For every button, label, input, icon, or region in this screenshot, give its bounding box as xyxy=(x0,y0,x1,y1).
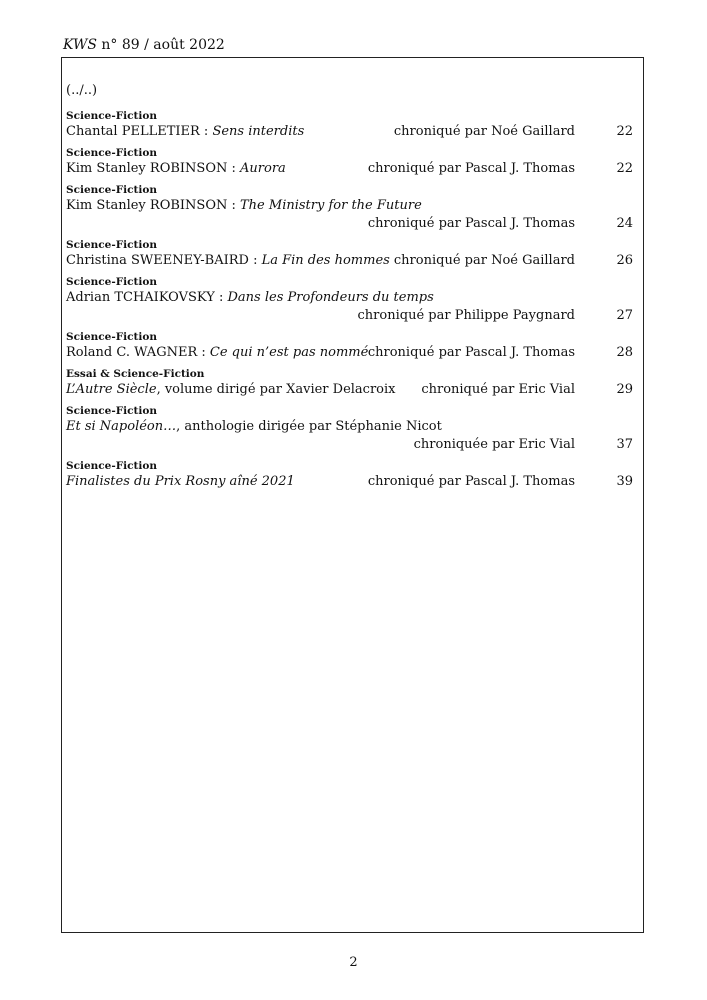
entry-title-line xyxy=(66,197,633,215)
entry-reviewer: chroniqué par Noé Gaillard xyxy=(393,253,575,268)
entry-genre: Science-Fiction xyxy=(66,184,158,196)
entry-title-block xyxy=(66,289,434,307)
entry-reviewer: chroniqué par Pascal J. Thomas xyxy=(367,216,575,231)
entry-title-line xyxy=(66,252,633,270)
entry-title-line xyxy=(66,418,633,436)
entry-author: Roland C. WAGNER : xyxy=(66,345,210,360)
toc-entry xyxy=(66,147,633,178)
entry-page: 28 xyxy=(616,345,633,360)
entry-work-title: Sens interdits xyxy=(212,124,305,139)
entry-author: Adrian TCHAIKOVSKY : xyxy=(66,290,228,305)
toc-frame xyxy=(61,57,644,933)
entry-extra: , anthologie dirigée par Stéphanie Nicot xyxy=(176,419,442,434)
entry-author: Chantal PELLETIER : xyxy=(66,124,213,139)
entry-work-title: Finalistes du Prix Rosny aîné 2021 xyxy=(66,474,295,489)
entry-author: Christina SWEENEY-BAIRD : xyxy=(66,253,262,268)
entry-reviewer-line xyxy=(66,436,633,454)
entry-reviewer: chroniqué par Pascal J. Thomas xyxy=(367,161,575,176)
toc-entry xyxy=(66,460,633,491)
entry-title-block xyxy=(66,381,395,399)
entry-title-line xyxy=(66,289,633,307)
entry-title-line xyxy=(66,344,633,362)
entry-reviewer-line xyxy=(66,307,633,325)
entry-title-block xyxy=(66,160,286,178)
entry-title-block xyxy=(66,418,442,436)
running-header xyxy=(63,37,225,53)
toc-entry xyxy=(66,405,633,454)
entry-page: 37 xyxy=(616,437,633,452)
entry-reviewer: chroniqué par Noé Gaillard xyxy=(393,124,575,139)
toc-entries xyxy=(66,110,633,497)
entry-reviewer: chroniqué par Eric Vial xyxy=(421,382,575,397)
entry-title-line xyxy=(66,160,633,178)
entry-genre: Science-Fiction xyxy=(66,405,158,417)
entry-reviewer: chroniqué par Pascal J. Thomas xyxy=(367,474,575,489)
entry-reviewer-line xyxy=(66,215,633,233)
entry-page: 27 xyxy=(616,308,633,323)
entry-title-block xyxy=(66,252,390,270)
issue-info: n° 89 / août 2022 xyxy=(101,37,225,53)
toc-entry xyxy=(66,110,633,141)
entry-title-line xyxy=(66,381,633,399)
entry-genre: Science-Fiction xyxy=(66,110,158,122)
toc-entry xyxy=(66,368,633,399)
entry-genre: Science-Fiction xyxy=(66,331,158,343)
entry-genre: Essai & Science-Fiction xyxy=(66,368,205,380)
entry-page: 39 xyxy=(616,474,633,489)
entry-work-title: The Ministry for the Future xyxy=(240,198,422,213)
entry-work-title: Et si Napoléon… xyxy=(66,419,177,434)
entry-reviewer: chroniquée par Eric Vial xyxy=(413,437,575,452)
entry-title-block xyxy=(66,344,368,362)
entry-extra: , volume dirigé par Xavier Delacroix xyxy=(156,382,396,397)
toc-entry xyxy=(66,239,633,270)
entry-genre: Science-Fiction xyxy=(66,147,158,159)
entry-genre: Science-Fiction xyxy=(66,276,158,288)
entry-page: 22 xyxy=(616,161,633,176)
entry-work-title: L’Autre Siècle xyxy=(66,382,157,397)
toc-entry xyxy=(66,184,633,233)
entry-title-block xyxy=(66,473,295,491)
entry-page: 29 xyxy=(616,382,633,397)
toc-entry xyxy=(66,331,633,362)
entry-work-title: La Fin des hommes xyxy=(261,253,390,268)
entry-genre: Science-Fiction xyxy=(66,239,158,251)
entry-page: 24 xyxy=(616,216,633,231)
page-number: 2 xyxy=(349,955,358,970)
journal-name: KWS xyxy=(63,37,97,53)
entry-genre: Science-Fiction xyxy=(66,460,158,472)
entry-author: Kim Stanley ROBINSON : xyxy=(66,161,241,176)
entry-author: Kim Stanley ROBINSON : xyxy=(66,198,241,213)
entry-title-block xyxy=(66,197,422,215)
entry-title-block xyxy=(66,123,304,141)
continuation-mark: (../..) xyxy=(66,83,98,98)
toc-entry xyxy=(66,276,633,325)
entry-work-title: Aurora xyxy=(240,161,286,176)
entry-page: 26 xyxy=(616,253,633,268)
entry-work-title: Dans les Profondeurs du temps xyxy=(227,290,434,305)
entry-title-line xyxy=(66,473,633,491)
entry-reviewer: chroniqué par Philippe Paygnard xyxy=(357,308,575,323)
entry-work-title: Ce qui n’est pas nommé xyxy=(209,345,369,360)
entry-page: 22 xyxy=(616,124,633,139)
entry-title-line xyxy=(66,123,633,141)
entry-reviewer: chroniqué par Pascal J. Thomas xyxy=(367,345,575,360)
